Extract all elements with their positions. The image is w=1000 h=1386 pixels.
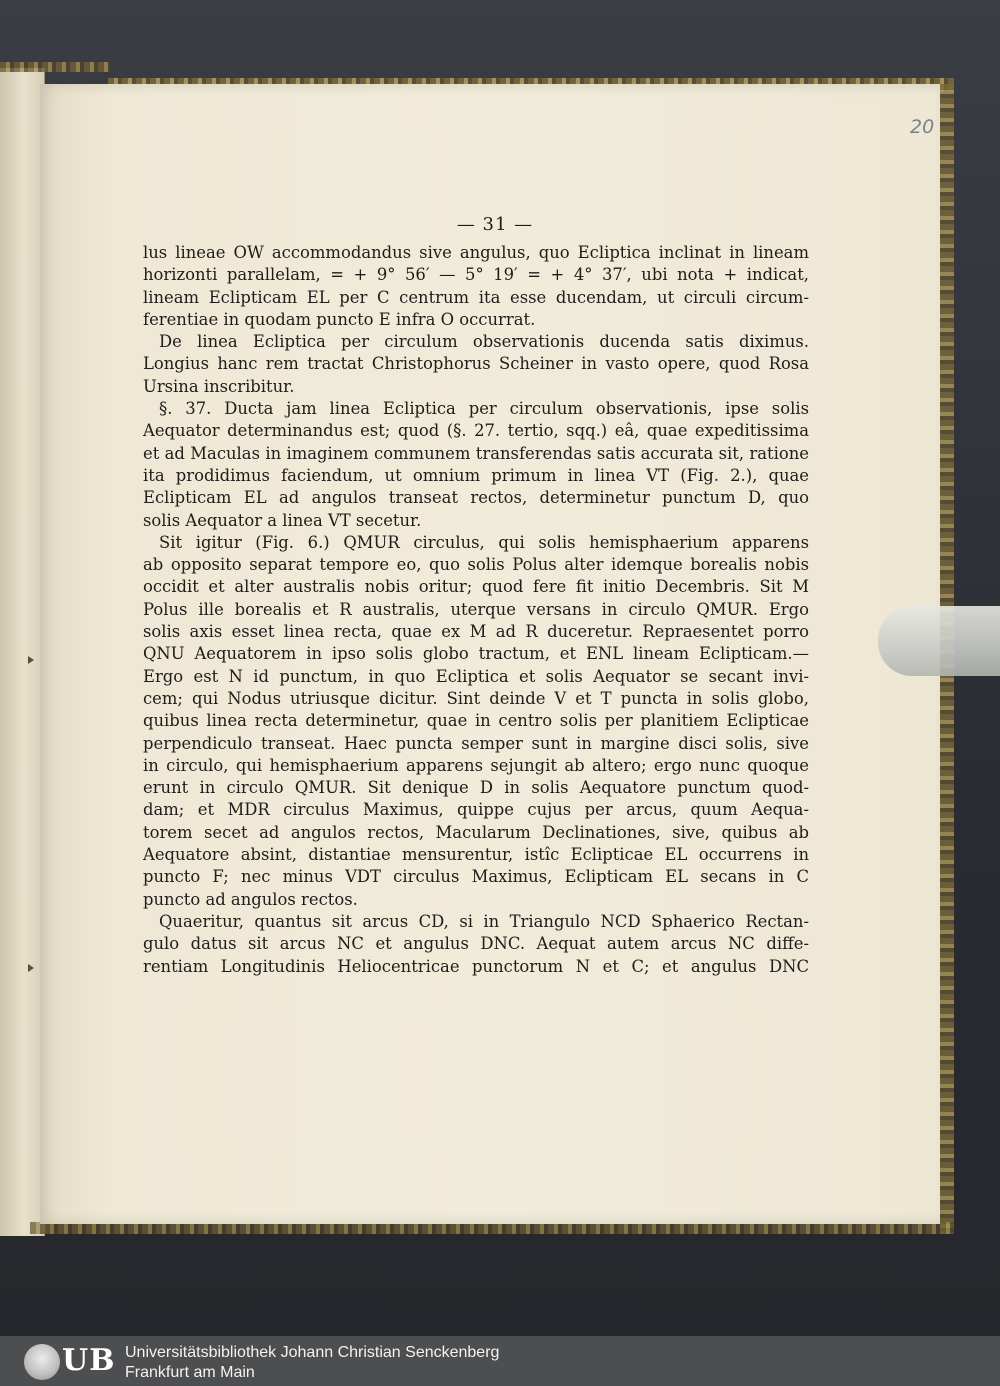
text-line: Ursina inscribitur. <box>143 376 295 396</box>
text-line: horizonti parallelam, = + 9° 56′ — 5° 19′ = + 4° 37′, ubi nota + indicat, <box>143 265 809 285</box>
library-name-line2: Frankfurt am Main <box>125 1364 255 1381</box>
text-line: ita prodidimus faciendum, ut omnium primum in linea VT (Fig. 2.), quae <box>143 465 809 485</box>
text-line: occidit et alter australis nobis oritur; quod fere fit initio Decembris. Sit M <box>143 577 809 597</box>
text-line: lineam Eclipticam EL per C centrum ita esse ducendam, ut circuli circum- <box>143 287 809 307</box>
text-line: quibus linea recta determinetur, quae in centro solis per planitiem Eclipticae <box>143 711 809 731</box>
text-line: ferentiae in quodam puncto E infra O occurrat. <box>143 309 536 329</box>
gilt-border-left <box>0 62 110 72</box>
text-line: Ergo est N id punctum, in quo Ecliptica et solis Aequator se secant invi- <box>143 666 809 686</box>
text-line: dam; et MDR circulus Maximus, quippe cujus per arcus, quum Aequa- <box>143 800 809 820</box>
text-line: perpendiculo transeat. Haec puncta semper sunt in margine disci solis, sive <box>143 733 809 753</box>
library-name-line1: Universitätsbibliothek Johann Christian Senckenberg <box>125 1344 500 1361</box>
page-number: — 31 — <box>456 214 534 235</box>
text-line: et ad Maculas in imaginem communem transferendas satis accurata sit, ratione <box>143 443 809 463</box>
text-line: puncto F; nec minus VDT circulus Maximus, Eclipticam EL secans in C <box>143 867 809 887</box>
text-line: Longius hanc rem tractat Christophorus Scheiner in vasto opere, quod Rosa <box>143 354 809 374</box>
library-name <box>125 1343 499 1383</box>
text-line: Sit igitur (Fig. 6.) QMUR circulus, qui solis hemisphaerium apparens <box>159 532 809 552</box>
text-line: ab opposito separat tempore eo, quo solis Polus alter idemque borealis nobis <box>143 555 809 575</box>
text-line: in circulo, qui hemisphaerium apparens sejungit ab altero; ergo nunc quoque <box>143 755 809 775</box>
bookmark-strip <box>878 606 1000 676</box>
text-line: Eclipticam EL ad angulos transeat rectos, determinetur punctum D, quo <box>143 488 809 508</box>
page-text-block <box>143 242 809 978</box>
text-line: gulo datus sit arcus NC et angulus DNC. Aequat autem arcus NC diffe- <box>143 934 809 954</box>
ub-logo: UB <box>62 1343 116 1378</box>
text-line: cem; qui Nodus utriusque dicitur. Sint deinde V et T puncta in solis globo, <box>143 688 809 708</box>
text-line: Aequator determinandus est; quod (§. 27. tertio, sqq.) eâ, quae expeditissima <box>143 421 809 441</box>
library-seal-icon <box>24 1344 60 1380</box>
text-line: Quaeritur, quantus sit arcus CD, si in Triangulo NCD Sphaerico Rectan- <box>159 911 809 931</box>
text-line: §. 37. Ducta jam linea Ecliptica per circulum observationis, ipse solis <box>159 399 809 419</box>
text-line: solis Aequator a linea VT secetur. <box>143 510 422 530</box>
facing-page-edge <box>0 68 45 1236</box>
text-line: De linea Ecliptica per circulum observationis ducenda satis diximus. <box>159 332 809 352</box>
text-line: solis axis esset linea recta, quae ex M ad R duceretur. Repraesentet porro <box>143 622 809 642</box>
pencil-folio-number: 20 <box>910 116 935 138</box>
text-line: erunt in circulo QMUR. Sit denique D in solis Aequatore punctum quod- <box>143 778 809 798</box>
text-line: puncto ad angulos rectos. <box>143 889 358 909</box>
text-line: lus lineae OW accommodandus sive angulus, quo Ecliptica inclinat in lineam <box>143 243 809 262</box>
text-line: torem secet ad angulos rectos, Macularum Declinationes, sive, quibus ab <box>143 822 809 842</box>
text-line: rentiam Longitudinis Heliocentricae punctorum N et C; et angulus DNC <box>143 956 809 976</box>
text-line: Aequatore absint, distantiae mensurentur, istîc Eclipticae EL occurrens in <box>143 845 809 865</box>
text-line: Polus ille borealis et R australis, uterque versans in circulo QMUR. Ergo <box>143 599 809 619</box>
text-line: QNU Aequatorem in ipso solis globo tractum, et ENL lineam Eclipticam.— <box>143 644 809 664</box>
